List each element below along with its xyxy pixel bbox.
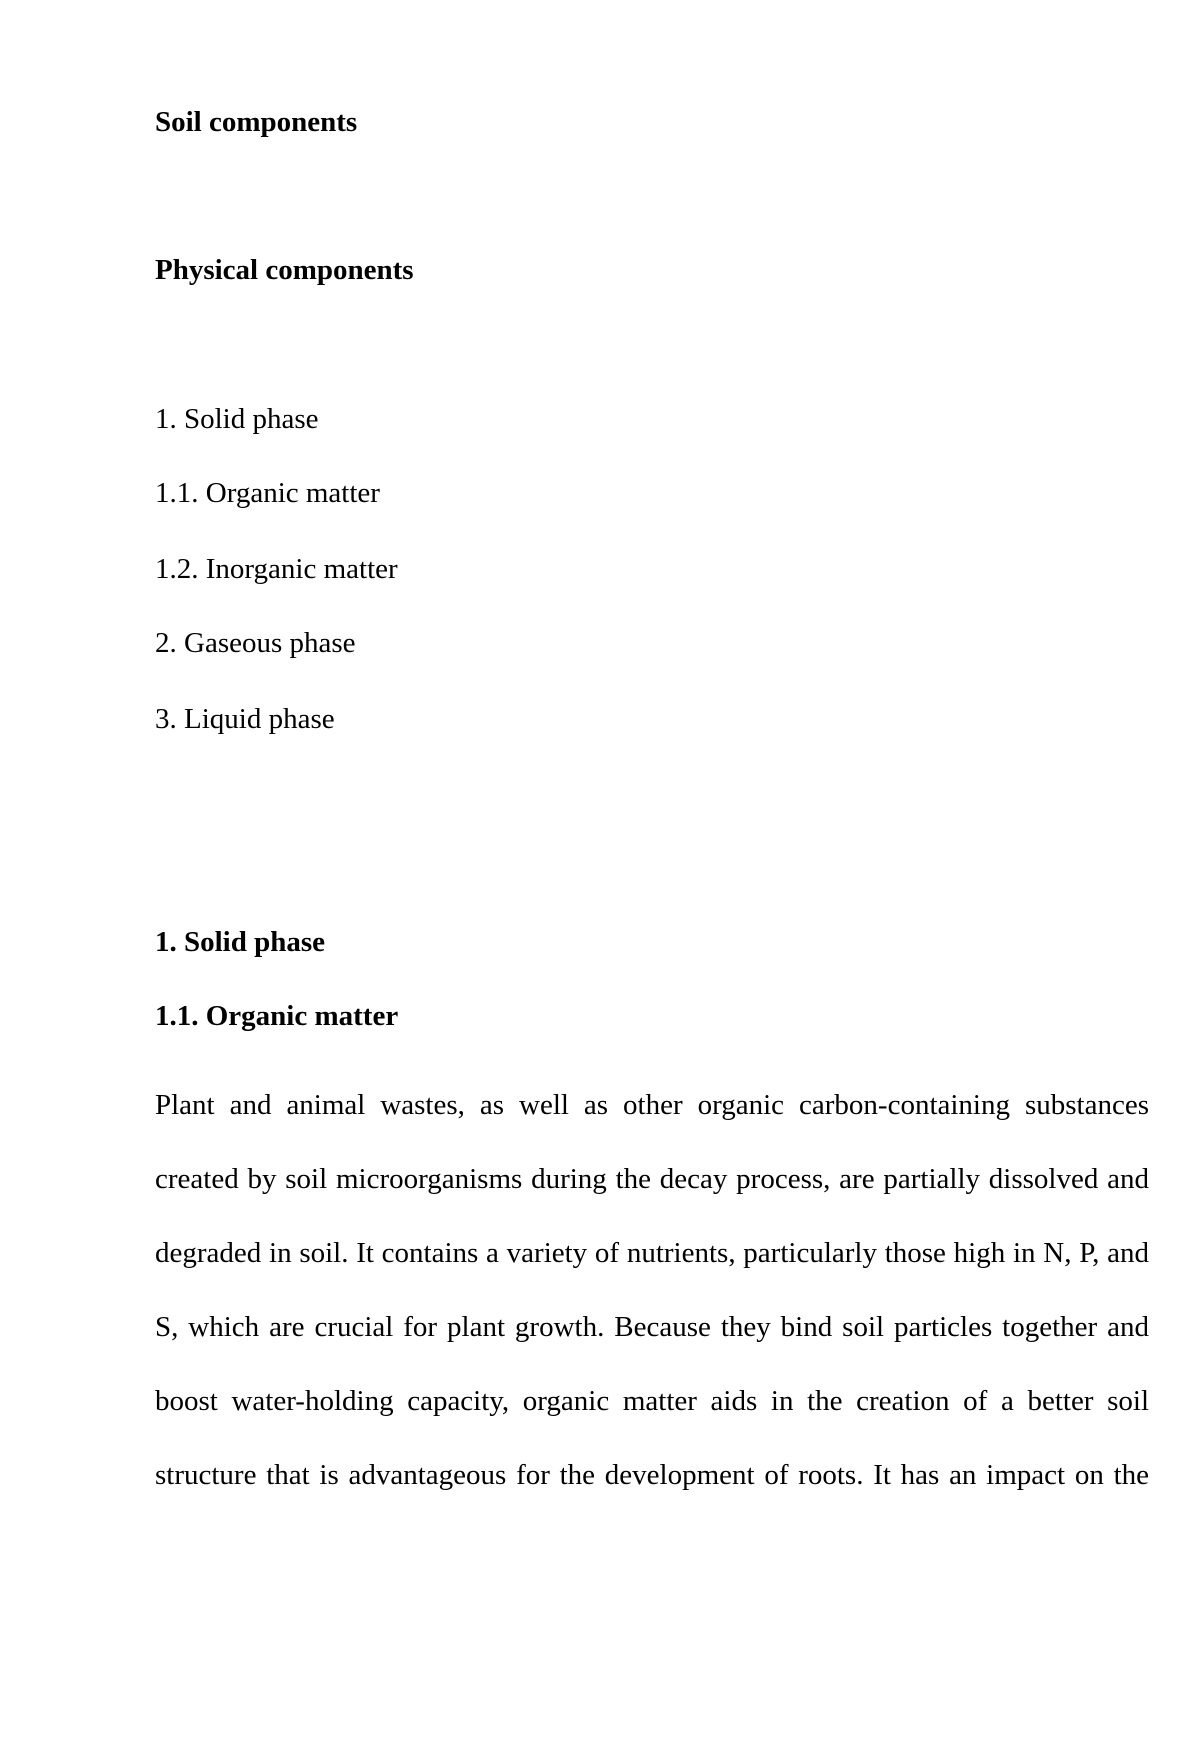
- outline-item: 1.1. Organic matter: [155, 477, 380, 509]
- subsection-heading: 1.1. Organic matter: [155, 1000, 399, 1032]
- document-title: Soil components: [155, 106, 358, 138]
- outline-item: 3. Liquid phase: [155, 703, 335, 735]
- section-heading: 1. Solid phase: [155, 926, 326, 958]
- outline-item: 1. Solid phase: [155, 403, 319, 435]
- body-paragraph: Plant and animal wastes, as well as other organic carbon-containing substances created by soil microorganisms during the decay process, are partially dissolved and degraded in soil. It contains a variety of nutrients, particularly those high in N, P, and S, which are crucial for plant growth. Because they bind soil particles together and boost water-holding capacity, organic matter aids in the creation of a better soil structure that is advantageous for the development of roots. It has an impact on the: [155, 1089, 1149, 1491]
- outline-item: 2. Gaseous phase: [155, 627, 356, 659]
- document-subtitle: Physical components: [155, 254, 414, 286]
- outline-item: 1.2. Inorganic matter: [155, 553, 398, 585]
